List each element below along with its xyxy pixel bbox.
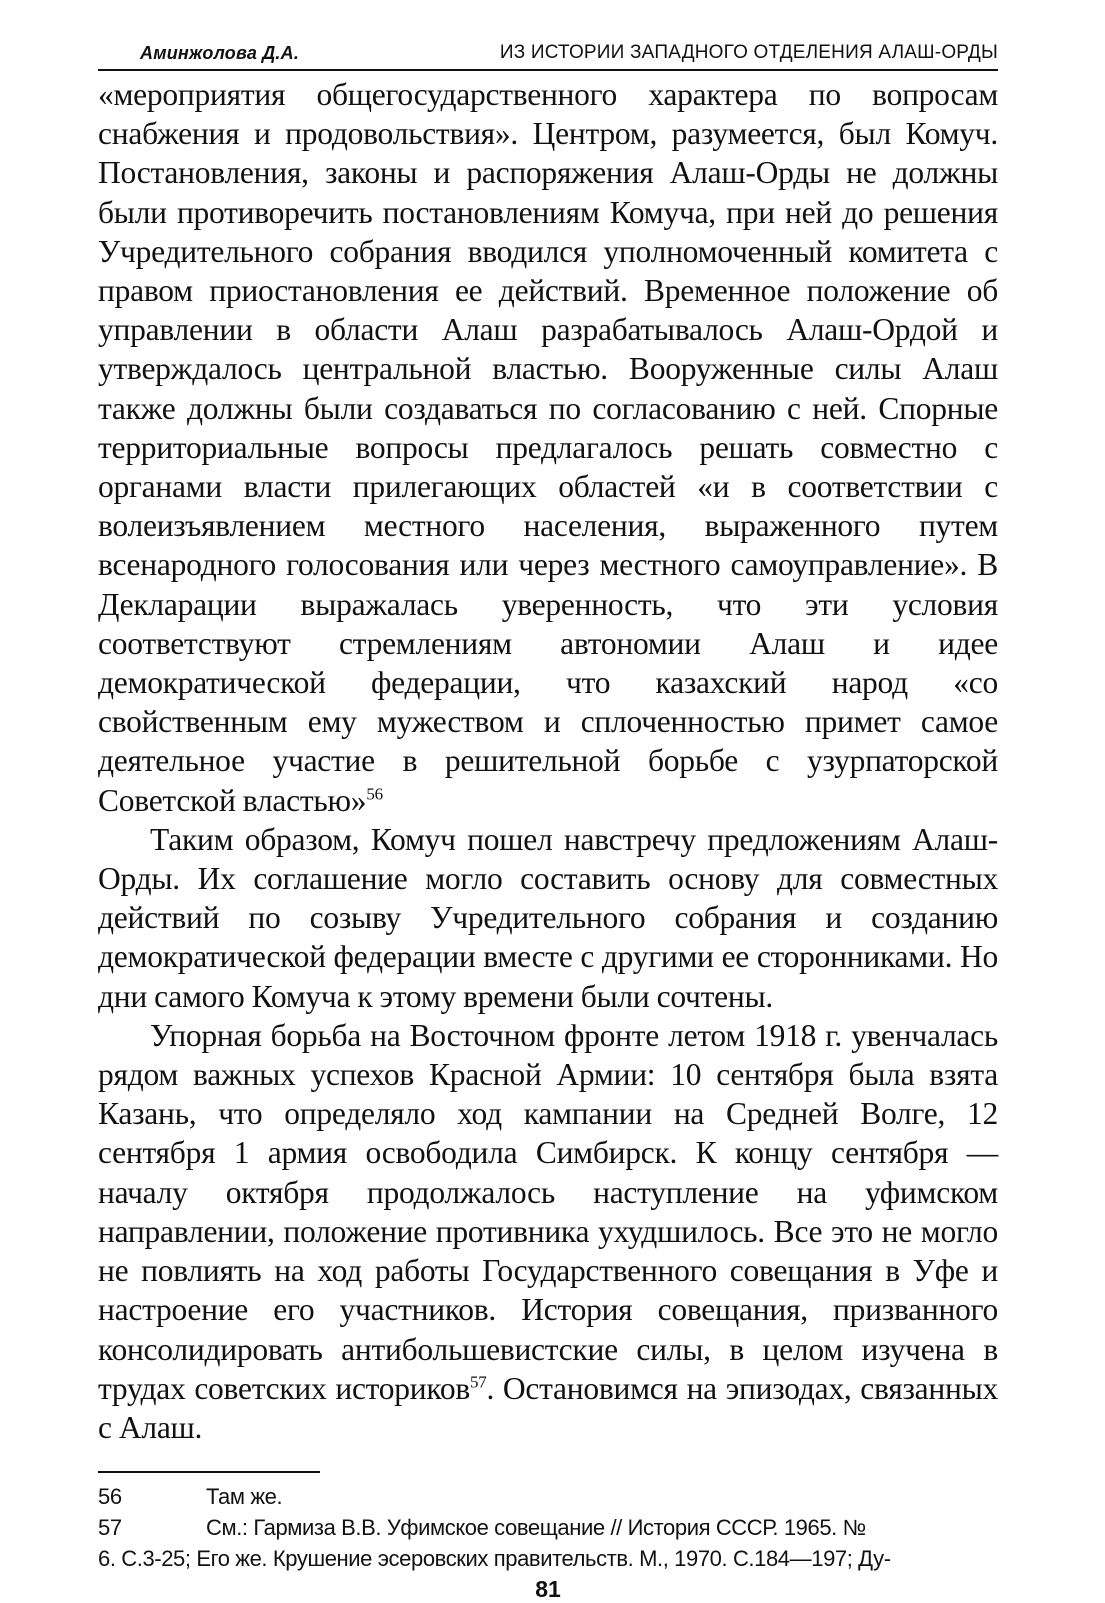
footnote-57-continuation: 6. С.3-25; Его же. Крушение эсеровских правительств. М., 1970. С.184—197; Ду-	[98, 1546, 891, 1572]
footnote-divider	[98, 1471, 320, 1473]
footnote-number: 56	[98, 1484, 122, 1510]
page-number: 81	[535, 1576, 561, 1603]
footnote-number: 57	[98, 1515, 122, 1541]
paragraph-1	[98, 75, 998, 820]
paragraph-3-text: Упорная борьба на Восточном фронте летом 1918 г. увенчалась рядом важных успехов Красной Армии: 10 сентября была взята Казань, что определяло ход кампании на Средней Волге, 12 сентября 1 армия освободила Симбирск. К концу сентября — началу октября продолжалось наступление на уфимском направлении, положение противника ухудшилось. Все это не могло не повлиять на ход работы Государственного совещания в Уфе и настроение его участников. История совещания, призванного консолидировать антибольшевистские силы, в целом изучена в трудах советских историков	[98, 1017, 998, 1406]
footnote-ref-56: 56	[366, 784, 383, 804]
paragraph-3	[98, 1016, 998, 1447]
paragraph-3-text-after: . Остановимся на эпизодах, связанных с Алаш.	[98, 1370, 998, 1445]
paragraph-2	[98, 820, 998, 1016]
footnote-56	[98, 1481, 998, 1512]
footnote-ref-57: 57	[469, 1372, 487, 1392]
paragraph-1-text: «мероприятия общегосударственного характера по вопросам снабжения и продовольствия». Центром, разумеется, был Комуч. Постановления, законы и распоряжения Алаш-Орды не должны были противоречить постановлениям Комуча, при ней до решения Учредительного собрания вводился уполномоченный комитета с правом приостановления ее действий. Временное положение об управлении в области Алаш разрабатывалось Алаш-Ордой и утверждалось центральной властью. Вооруженные силы Алаш также должны были создаваться по согласованию с ней. Спорные территориальные вопросы предлагалось решать совместно с органами власти прилегающих областей «и в соответствии с волеизъявлением местного населения, выраженного путем всенародного голосования или через местного самоуправление». В Декларации выражалась уверенность, что эти условия соответствуют стремлениям автономии Алаш и идее демократической федерации, что казахский народ «со свойственным ему мужеством и сплоченностью примет самое деятельное участие в решительной борьбе с узурпаторской Советской властью»	[98, 77, 998, 818]
paragraph-2-text: Таким образом, Комуч пошел навстречу предложениям Алаш-Орды. Их соглашение могло составить основу для совместных действий по созыву Учредительного собрания и созданию демократической федерации вместе с другими ее сторонниками. Но дни самого Комуча к этому времени были сочтены.	[98, 821, 998, 1014]
header-title: ИЗ ИСТОРИИ ЗАПАДНОГО ОТДЕЛЕНИЯ АЛАШ-ОРДЫ	[499, 42, 998, 63]
running-header	[98, 42, 998, 71]
header-author: Аминжолова Д.А.	[140, 43, 300, 63]
footnote-text: Там же.	[206, 1484, 283, 1510]
footnote-text: См.: Гармиза В.В. Уфимское совещание // История СССР. 1965. №	[206, 1515, 866, 1541]
footnote-57	[98, 1512, 998, 1543]
footnotes	[98, 1481, 998, 1574]
main-text	[98, 75, 998, 1447]
book-page	[98, 42, 998, 1603]
